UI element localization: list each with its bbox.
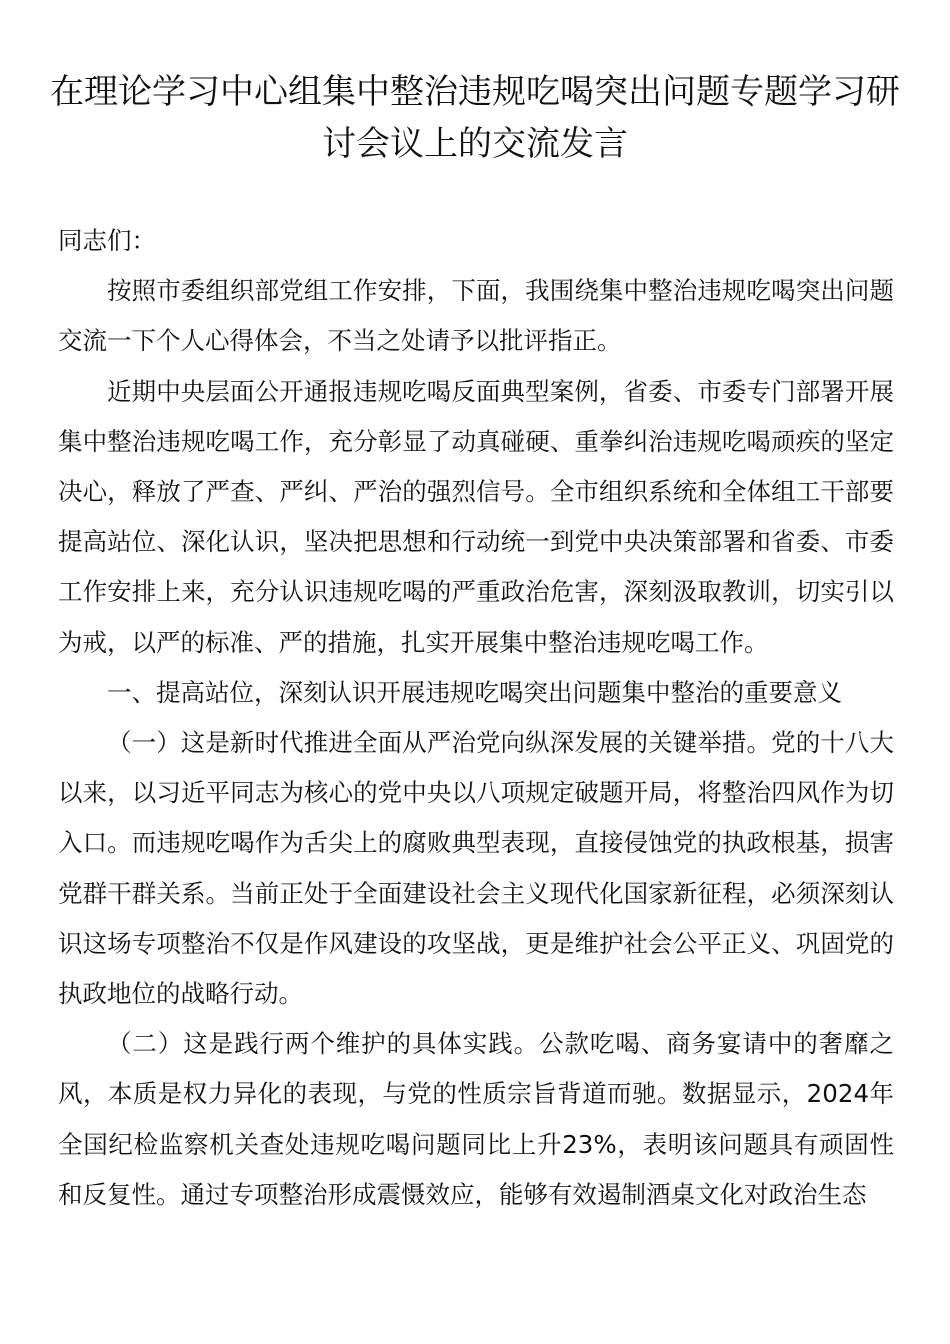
paragraph-background: 近期中央层面公开通报违规吃喝反面典型案例，省委、市委专门部署开展集中整治违规吃喝工作，充分彰显了动真碰硬、重拳纠治违规吃喝顽疾的坚定决心，释放了严查、严纠、严治的强烈信号。全市组织系统和全体组工干部要提高站位、深化认识，坚决把思想和行动统一到党中央决策部署和省委、市委工作安排上来，充分认识违规吃喝的严重政治危害，深刻汲取教训，切实引以为戒，以严的标准、严的措施，扎实开展集中整治违规吃喝工作。 <box>58 376 894 657</box>
paragraph-point-2: （二）这是践行两个维护的具体实践。公款吃喝、商务宴请中的奢靡之风，本质是权力异化的表现，与党的性质宗旨背道而驰。数据显示，2024年全国纪检监察机关查处违规吃喝问题同比上升23%，表明该问题具有顽固性和反复性。通过专项整治形成震慑效应，能够有效遏制酒桌文化对政治生态 <box>58 1029 894 1209</box>
paragraph-intro: 按照市委组织部党组工作安排，下面，我围绕集中整治违规吃喝突出问题交流一下个人心得体会，不当之处请予以批评指正。 <box>58 276 894 356</box>
paragraph-point-1: （一）这是新时代推进全面从严治党向纵深发展的关键举措。党的十八大以来，以习近平同志为核心的党中央以八项规定破题开局，将整治四风作为切入口。而违规吃喝作为舌尖上的腐败典型表现，直接侵蚀党的执政根基，损害党群干群关系。当前正处于全面建设社会主义现代化国家新征程，必须深刻认识这场专项整治不仅是作风建设的攻坚战，更是维护社会公平正义、巩固党的执政地位的战略行动。 <box>58 728 894 1009</box>
greeting: 同志们： <box>58 226 156 255</box>
section-heading-1: 一、提高站位，深刻认识开展违规吃喝突出问题集中整治的重要意义 <box>107 677 842 707</box>
document-body <box>58 216 894 1220</box>
document-title: 在理论学习中心组集中整治违规吃喝突出问题专题学习研讨会议上的交流发言 <box>50 72 900 164</box>
